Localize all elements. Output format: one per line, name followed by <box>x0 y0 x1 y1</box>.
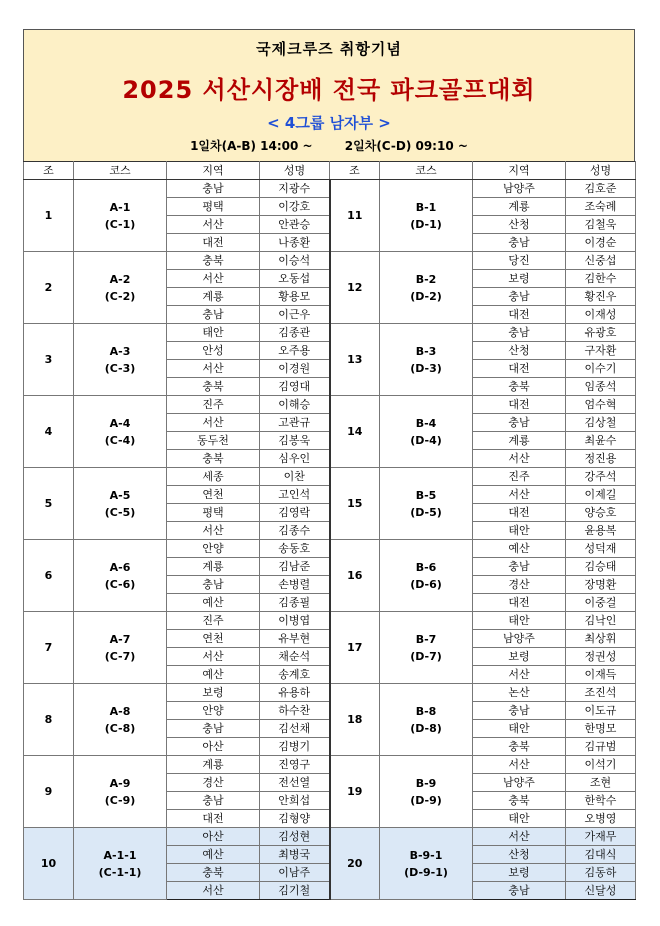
player-region: 안양 <box>167 702 260 720</box>
player-name: 이재성 <box>566 306 636 324</box>
player-name: 김종관 <box>260 324 330 342</box>
player-name: 정권성 <box>566 648 636 666</box>
course-cell <box>74 468 167 540</box>
group-label: < 4그룹 남자부 > <box>267 114 391 132</box>
player-name: 김종필 <box>260 594 330 612</box>
day2-schedule: 2일차(C-D) 09:10 ~ <box>344 139 468 153</box>
player-region: 서산 <box>473 756 566 774</box>
player-name: 고관규 <box>260 414 330 432</box>
player-region: 태안 <box>473 810 566 828</box>
course-cell <box>74 396 167 468</box>
player-region: 서산 <box>167 648 260 666</box>
player-region: 태안 <box>167 324 260 342</box>
player-region: 당진 <box>473 252 566 270</box>
player-name: 송동호 <box>260 540 330 558</box>
course-code-day2: (C-2) <box>104 289 136 303</box>
player-region: 아산 <box>167 828 260 846</box>
table-row <box>24 468 636 486</box>
course-cell <box>74 324 167 396</box>
player-region: 대전 <box>473 504 566 522</box>
player-region: 태안 <box>473 612 566 630</box>
player-name: 채순석 <box>260 648 330 666</box>
col-group-right: 조 <box>330 162 380 180</box>
course-code-day2: (C-3) <box>104 361 136 375</box>
player-region: 충북 <box>473 738 566 756</box>
player-name: 김봉욱 <box>260 432 330 450</box>
course-cell <box>380 540 473 612</box>
group-number: 15 <box>330 468 380 540</box>
player-name: 신중섭 <box>566 252 636 270</box>
player-region: 경산 <box>473 576 566 594</box>
player-region: 서산 <box>473 486 566 504</box>
player-name: 장명환 <box>566 576 636 594</box>
player-name: 이병엽 <box>260 612 330 630</box>
table-body <box>24 180 636 828</box>
player-name: 김호준 <box>566 180 636 198</box>
player-region: 충북 <box>167 378 260 396</box>
player-name: 김승태 <box>566 558 636 576</box>
player-name: 이도규 <box>566 702 636 720</box>
player-name: 김규범 <box>566 738 636 756</box>
col-name-left: 성명 <box>260 162 330 180</box>
player-region: 서산 <box>167 360 260 378</box>
player-name: 나종환 <box>260 234 330 252</box>
course-cell <box>380 612 473 684</box>
player-region: 계룡 <box>473 198 566 216</box>
table-row <box>24 756 636 774</box>
player-name: 김철욱 <box>566 216 636 234</box>
player-name: 구자환 <box>566 342 636 360</box>
table-row <box>24 252 636 270</box>
player-region: 보령 <box>473 270 566 288</box>
player-region: 동두천 <box>167 432 260 450</box>
course-code: A-2 <box>109 272 131 286</box>
pairing-table <box>23 161 636 900</box>
player-region: 예산 <box>167 594 260 612</box>
player-name: 정진용 <box>566 450 636 468</box>
course-code: A-9 <box>109 776 131 790</box>
table-row <box>24 828 636 846</box>
player-name: 고인석 <box>260 486 330 504</box>
player-name: 유용하 <box>260 684 330 702</box>
player-region: 계룡 <box>167 288 260 306</box>
player-region: 서산 <box>167 270 260 288</box>
player-region: 대전 <box>473 306 566 324</box>
player-name: 진영구 <box>260 756 330 774</box>
player-region: 보령 <box>167 684 260 702</box>
player-name: 김병기 <box>260 738 330 756</box>
table-row <box>24 396 636 414</box>
player-region: 대전 <box>167 810 260 828</box>
player-region: 충남 <box>473 702 566 720</box>
group-number: 16 <box>330 540 380 612</box>
schedule-line <box>24 137 634 154</box>
course-code-day2: (D-2) <box>410 289 442 303</box>
table-row <box>24 684 636 702</box>
course-code-day2: (C-7) <box>104 649 136 663</box>
course-code-day2: (D-4) <box>410 433 442 447</box>
group-number: 14 <box>330 396 380 468</box>
player-region: 태안 <box>473 522 566 540</box>
player-region: 평택 <box>167 198 260 216</box>
col-course-right: 코스 <box>380 162 473 180</box>
player-name: 이경순 <box>566 234 636 252</box>
table-row <box>24 324 636 342</box>
player-name: 김종수 <box>260 522 330 540</box>
player-region: 충남 <box>473 558 566 576</box>
player-region: 서산 <box>167 522 260 540</box>
player-name: 유부현 <box>260 630 330 648</box>
course-code: B-5 <box>415 488 437 502</box>
player-name: 이찬 <box>260 468 330 486</box>
day1-schedule: 1일차(A-B) 14:00 ~ <box>190 139 313 153</box>
player-name: 김영락 <box>260 504 330 522</box>
player-region: 안양 <box>167 540 260 558</box>
course-code-day2: (D-7) <box>410 649 442 663</box>
player-region: 충남 <box>473 324 566 342</box>
course-code-day2: (C-6) <box>104 577 136 591</box>
player-region: 보령 <box>473 864 566 882</box>
course-cell <box>380 180 473 252</box>
player-region: 서산 <box>167 414 260 432</box>
player-region: 태안 <box>473 720 566 738</box>
group-number: 10 <box>24 828 74 900</box>
player-region: 충남 <box>473 288 566 306</box>
col-region-right: 지역 <box>473 162 566 180</box>
player-region: 충남 <box>167 792 260 810</box>
player-name: 한학수 <box>566 792 636 810</box>
player-name: 임종석 <box>566 378 636 396</box>
course-code: B-1 <box>415 200 437 214</box>
course-code: B-9 <box>415 776 437 790</box>
course-cell <box>380 468 473 540</box>
player-region: 연천 <box>167 486 260 504</box>
col-name-right: 성명 <box>566 162 636 180</box>
sheet-header <box>23 29 635 161</box>
player-region: 충북 <box>167 252 260 270</box>
course-code: B-2 <box>415 272 437 286</box>
course-code-day2: (C-1) <box>104 217 136 231</box>
group-number: 18 <box>330 684 380 756</box>
player-name: 가재무 <box>566 828 636 846</box>
player-name: 안관승 <box>260 216 330 234</box>
player-region: 충남 <box>473 234 566 252</box>
player-name: 김형양 <box>260 810 330 828</box>
table-row <box>24 180 636 198</box>
player-region: 진주 <box>167 612 260 630</box>
course-code-day2: (D-5) <box>410 505 442 519</box>
player-region: 남양주 <box>473 774 566 792</box>
table-row <box>24 540 636 558</box>
player-name: 오동섭 <box>260 270 330 288</box>
player-region: 대전 <box>167 234 260 252</box>
group-number: 4 <box>24 396 74 468</box>
player-region: 대전 <box>473 360 566 378</box>
player-region: 세종 <box>167 468 260 486</box>
player-region: 충북 <box>167 864 260 882</box>
course-code: B-3 <box>415 344 437 358</box>
player-name: 김남준 <box>260 558 330 576</box>
player-region: 예산 <box>473 540 566 558</box>
player-name: 김대식 <box>566 846 636 864</box>
player-name: 강주석 <box>566 468 636 486</box>
course-cell <box>380 756 473 828</box>
player-region: 연천 <box>167 630 260 648</box>
course-code: A-7 <box>109 632 131 646</box>
course-cell <box>74 180 167 252</box>
course-cell <box>380 828 473 900</box>
course-cell <box>380 324 473 396</box>
player-name: 이경원 <box>260 360 330 378</box>
player-region: 계룡 <box>473 432 566 450</box>
group-number: 12 <box>330 252 380 324</box>
course-code-day2: (D-3) <box>410 361 442 375</box>
player-name: 이제길 <box>566 486 636 504</box>
course-code-day2: (D-1) <box>410 217 442 231</box>
course-code-day2: (C-8) <box>104 721 136 735</box>
player-region: 진주 <box>167 396 260 414</box>
player-region: 서산 <box>167 882 260 900</box>
player-name: 황용모 <box>260 288 330 306</box>
group-number: 5 <box>24 468 74 540</box>
event-subtitle: 국제크루즈 취항기념 <box>256 40 402 58</box>
course-code-day2: (D-9) <box>410 793 442 807</box>
course-code-day2: (C-9) <box>104 793 136 807</box>
player-region: 대전 <box>473 396 566 414</box>
player-name: 이승석 <box>260 252 330 270</box>
player-name: 지광수 <box>260 180 330 198</box>
course-code-day2: (D-8) <box>410 721 442 735</box>
player-name: 김낙인 <box>566 612 636 630</box>
player-region: 남양주 <box>473 630 566 648</box>
group-number: 7 <box>24 612 74 684</box>
event-title: 2025 서산시장배 전국 파크골프대회 <box>122 76 536 104</box>
player-name: 조진석 <box>566 684 636 702</box>
player-region: 충남 <box>167 720 260 738</box>
course-cell <box>74 540 167 612</box>
group-number: 8 <box>24 684 74 756</box>
player-name: 이해승 <box>260 396 330 414</box>
player-name: 이근우 <box>260 306 330 324</box>
col-group-left: 조 <box>24 162 74 180</box>
course-cell <box>380 684 473 756</box>
course-code-day2: (C-1-1) <box>98 865 142 879</box>
group-number: 2 <box>24 252 74 324</box>
player-name: 조숙례 <box>566 198 636 216</box>
player-region: 진주 <box>473 468 566 486</box>
player-name: 이강호 <box>260 198 330 216</box>
player-name: 김상철 <box>566 414 636 432</box>
player-region: 계룡 <box>167 756 260 774</box>
player-name: 신달성 <box>566 882 636 900</box>
course-code: A-3 <box>109 344 131 358</box>
course-code: A-1 <box>109 200 131 214</box>
course-code: B-4 <box>415 416 437 430</box>
player-name: 심우인 <box>260 450 330 468</box>
player-name: 이석기 <box>566 756 636 774</box>
course-code: A-4 <box>109 416 131 430</box>
player-region: 대전 <box>473 594 566 612</box>
course-cell <box>74 756 167 828</box>
player-name: 송계호 <box>260 666 330 684</box>
player-name: 김한수 <box>566 270 636 288</box>
player-region: 서산 <box>473 828 566 846</box>
player-name: 엄수혁 <box>566 396 636 414</box>
player-region: 계룡 <box>167 558 260 576</box>
player-name: 최상휘 <box>566 630 636 648</box>
player-region: 평택 <box>167 504 260 522</box>
player-region: 보령 <box>473 648 566 666</box>
course-code: A-6 <box>109 560 131 574</box>
player-region: 충남 <box>167 576 260 594</box>
course-cell <box>380 252 473 324</box>
player-name: 조현 <box>566 774 636 792</box>
player-name: 오병영 <box>566 810 636 828</box>
player-name: 이중걸 <box>566 594 636 612</box>
player-name: 성덕재 <box>566 540 636 558</box>
player-name: 이수기 <box>566 360 636 378</box>
course-code-day2: (D-6) <box>410 577 442 591</box>
player-name: 하수찬 <box>260 702 330 720</box>
course-code-day2: (C-5) <box>104 505 136 519</box>
table-row <box>24 612 636 630</box>
course-cell <box>74 684 167 756</box>
group-number: 6 <box>24 540 74 612</box>
player-region: 충북 <box>473 792 566 810</box>
course-cell <box>380 396 473 468</box>
player-name: 안희섭 <box>260 792 330 810</box>
player-name: 전선열 <box>260 774 330 792</box>
course-code: B-6 <box>415 560 437 574</box>
player-region: 서산 <box>167 216 260 234</box>
player-name: 최병국 <box>260 846 330 864</box>
player-region: 충북 <box>167 450 260 468</box>
player-name: 유광호 <box>566 324 636 342</box>
group-number: 3 <box>24 324 74 396</box>
col-region-left: 지역 <box>167 162 260 180</box>
player-region: 남양주 <box>473 180 566 198</box>
course-code: A-1-1 <box>103 848 137 862</box>
player-name: 김동하 <box>566 864 636 882</box>
player-region: 충남 <box>167 180 260 198</box>
table-body-last-group <box>24 828 636 900</box>
course-code: A-5 <box>109 488 131 502</box>
player-region: 산청 <box>473 216 566 234</box>
course-code: B-8 <box>415 704 437 718</box>
player-name: 이재득 <box>566 666 636 684</box>
player-region: 충남 <box>473 414 566 432</box>
player-region: 산청 <box>473 846 566 864</box>
player-name: 손병렬 <box>260 576 330 594</box>
group-number: 13 <box>330 324 380 396</box>
player-region: 논산 <box>473 684 566 702</box>
player-name: 이남주 <box>260 864 330 882</box>
player-region: 서산 <box>473 666 566 684</box>
course-code-day2: (C-4) <box>104 433 136 447</box>
player-name: 윤용복 <box>566 522 636 540</box>
course-code: B-9-1 <box>409 848 443 862</box>
group-number: 20 <box>330 828 380 900</box>
tournament-sheet <box>23 29 635 900</box>
course-code-day2: (D-9-1) <box>404 865 448 879</box>
group-number: 17 <box>330 612 380 684</box>
player-region: 충남 <box>167 306 260 324</box>
player-name: 오주용 <box>260 342 330 360</box>
col-course-left: 코스 <box>74 162 167 180</box>
player-region: 안성 <box>167 342 260 360</box>
group-number: 19 <box>330 756 380 828</box>
group-number: 9 <box>24 756 74 828</box>
player-name: 최윤수 <box>566 432 636 450</box>
player-region: 경산 <box>167 774 260 792</box>
player-name: 양승호 <box>566 504 636 522</box>
player-name: 황진우 <box>566 288 636 306</box>
player-region: 예산 <box>167 846 260 864</box>
player-region: 산청 <box>473 342 566 360</box>
player-name: 김기철 <box>260 882 330 900</box>
course-cell <box>74 252 167 324</box>
group-number: 1 <box>24 180 74 252</box>
player-name: 김선채 <box>260 720 330 738</box>
course-code: A-8 <box>109 704 131 718</box>
course-code: B-7 <box>415 632 437 646</box>
player-name: 김성현 <box>260 828 330 846</box>
course-cell <box>74 612 167 684</box>
player-region: 서산 <box>473 450 566 468</box>
player-region: 충남 <box>473 882 566 900</box>
player-region: 아산 <box>167 738 260 756</box>
player-name: 김영대 <box>260 378 330 396</box>
player-region: 예산 <box>167 666 260 684</box>
course-cell <box>74 828 167 900</box>
table-header-row <box>24 162 636 180</box>
group-number: 11 <box>330 180 380 252</box>
player-name: 한명모 <box>566 720 636 738</box>
player-region: 충북 <box>473 378 566 396</box>
